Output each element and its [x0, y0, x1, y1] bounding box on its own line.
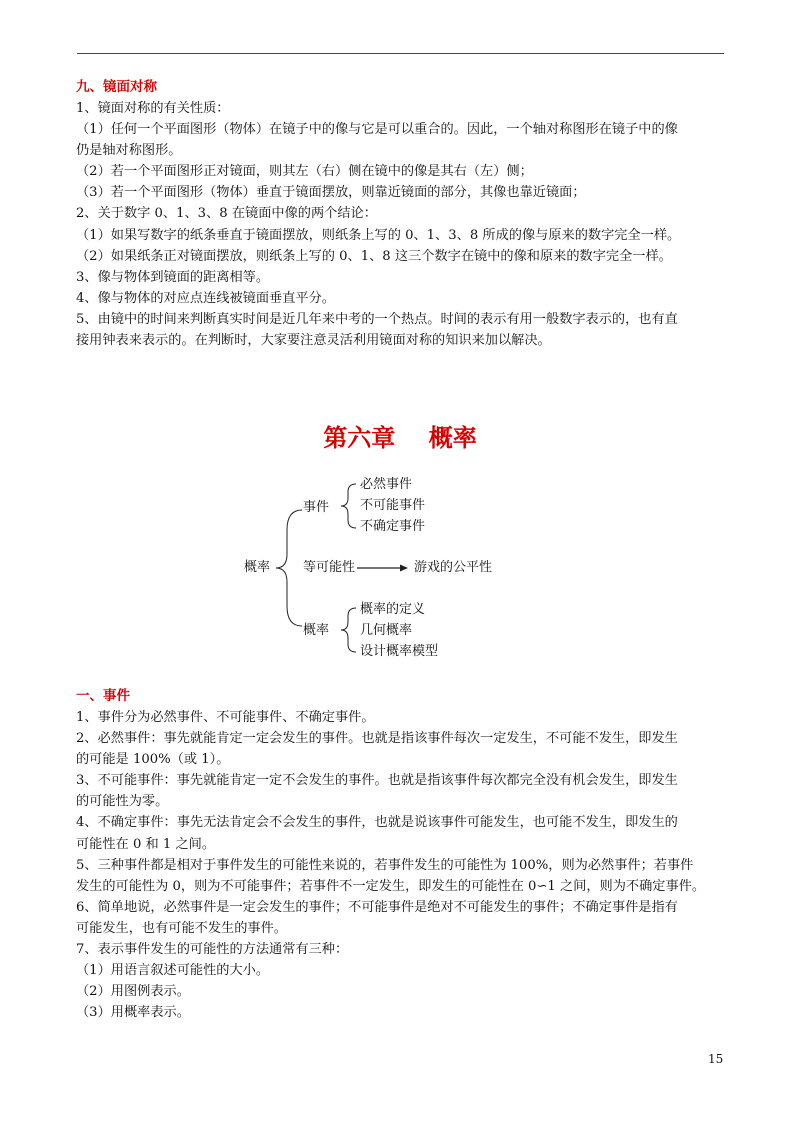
event-brace	[341, 484, 356, 528]
paragraph-line: 的可能性为零。	[76, 794, 169, 810]
diagram-prob-label: 概率	[303, 623, 330, 638]
paragraph-line: （1）如果写数字的纸条垂直于镜面摆放，则纸条上写的 0、1、3、8 所成的像与原来的数字完全一样。	[76, 227, 681, 243]
paragraph-line: 仍是轴对称图形。	[76, 143, 182, 159]
paragraph-line: （2）若一个平面图形正对镜面，则其左（右）侧在镜中的像是其右（左）侧；	[76, 164, 533, 180]
arrow-head	[400, 565, 408, 572]
paragraph-line: 的可能是 100%（或 1）。	[76, 752, 230, 768]
diagram-prob-item: 设计概率模型	[360, 644, 439, 659]
paragraph-line: （2）如果纸条正对镜面摆放，则纸条上写的 0、1、8 这三个数字在镜中的像和原来的数字完全一样。	[76, 248, 672, 264]
paragraph-line: （3）若一个平面图形（物体）垂直于镜面摆放，则靠近镜面的部分，其像也靠近镜面；	[76, 185, 586, 201]
paragraph-line: 2、关于数字 0、1、3、8 在镜面中像的两个结论：	[76, 206, 377, 222]
diagram-root-label: 概率	[244, 560, 271, 575]
diagram-event-label: 事件	[303, 500, 330, 515]
paragraph-line: 接用钟表来表示的。在判断时，大家要注意灵活利用镜面对称的知识来加以解决。	[76, 333, 551, 349]
diagram-event-item: 必然事件	[360, 477, 413, 492]
diagram-prob-item: 几何概率	[360, 623, 413, 638]
diagram-equal-label: 等可能性	[303, 560, 356, 575]
prob-brace	[341, 608, 356, 652]
paragraph-line: 2、必然事件：事先就能肯定一定会发生的事件。也就是指该事件每次一定发生，不可能不发生，即发生	[76, 731, 678, 747]
paragraph-line: 1、镜面对称的有关性质：	[76, 101, 230, 116]
paragraph-line: 3、像与物体到镜面的距离相等。	[76, 269, 270, 285]
paragraph-line: 4、不确定事件：事先无法肯定会不会发生的事件，也就是说该事件可能发生，也可能不发生，即发生的	[76, 815, 678, 831]
paragraph-line: 可能性在 0 和 1 之间。	[76, 836, 216, 852]
paragraph-line: 1、事件分为必然事件、不可能事件、不确定事件。	[76, 710, 375, 725]
diagram-event-item: 不可能事件	[360, 498, 426, 513]
diagram-event-item: 不确定事件	[360, 519, 426, 534]
section-mirror-symmetry	[76, 76, 726, 351]
diagram-equal-target: 游戏的公平性	[414, 560, 493, 575]
paragraph-line: 发生的可能性为 0，则为不可能事件；若事件不一定发生，即发生的可能性在 0∽1 之间，则为不确定事件。	[76, 878, 706, 894]
paragraph-line: （1）任何一个平面图形（物体）在镜子中的像与它是可以重合的。因此，一个轴对称图形在镜子中的像	[76, 122, 678, 138]
paragraph-line: 7、表示事件发生的可能性的方法通常有三种：	[76, 942, 349, 958]
diagram-prob-item: 概率的定义	[360, 602, 426, 617]
paragraph-line: 6、简单地说，必然事件是一定会发生的事件；不可能事件是绝对不可能发生的事件；不确定事件是指有	[76, 899, 678, 915]
paragraph-line: 3、不可能事件：事先就能肯定一定不会发生的事件。也就是指该事件每次都完全没有机会发生，即发生	[76, 773, 678, 789]
paragraph-line: （3）用概率表示。	[76, 1005, 190, 1021]
header-rule	[77, 53, 724, 54]
paragraph-line: 可能发生，也有可能不发生的事件。	[76, 920, 287, 936]
section-events	[76, 685, 726, 1023]
section-heading-mirror: 九、镜面对称	[76, 79, 157, 95]
paragraph-line: （2）用图例表示。	[76, 984, 190, 1000]
main-brace	[276, 510, 302, 626]
paragraph-line: 5、由镜中的时间来判断真实时间是近几年来中考的一个热点。时间的表示有用一般数字表示的，也有直	[76, 311, 678, 327]
paragraph-line: 4、像与物体的对应点连线被镜面垂直平分。	[76, 290, 335, 306]
paragraph-line: 5、三种事件都是相对于事件发生的可能性来说的，若事件发生的可能性为 100%，则为必然事件；若事件	[76, 857, 694, 873]
paragraph-line: （1）用语言叙述可能性的大小。	[76, 963, 270, 979]
concept-diagram	[230, 470, 570, 670]
page-number: 15	[708, 1052, 724, 1066]
section-heading-events: 一、事件	[76, 688, 130, 704]
chapter-title: 第六章 概率	[323, 424, 477, 452]
